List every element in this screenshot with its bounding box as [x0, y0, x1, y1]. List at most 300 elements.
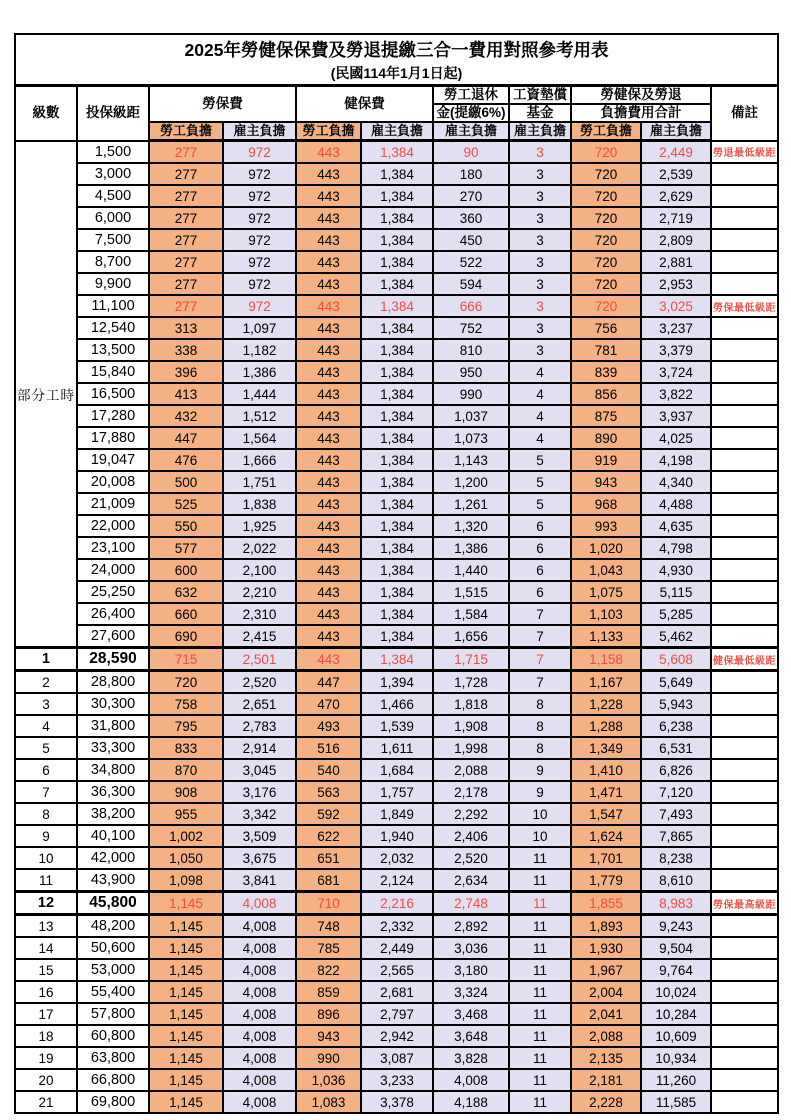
cell-bracket: 34,800	[77, 759, 149, 781]
cell-health-ins-employee: 443	[296, 625, 361, 648]
cell-labor-ins-employer: 2,651	[223, 693, 296, 715]
cell-total-employer: 2,449	[641, 141, 711, 164]
col-header-labor-insurance: 勞保費	[149, 86, 296, 123]
cell-total-employee: 943	[571, 471, 641, 493]
cell-total-employee: 856	[571, 383, 641, 405]
cell-health-ins-employee: 443	[296, 229, 361, 251]
subheader-total-employee: 勞工負擔	[571, 122, 641, 141]
cell-pension-employer: 2,406	[433, 825, 509, 847]
cell-level: 14	[15, 937, 77, 959]
cell-total-employer: 3,237	[641, 317, 711, 339]
cell-total-employer: 10,284	[641, 1003, 711, 1025]
cell-total-employer: 4,635	[641, 515, 711, 537]
cell-remark	[711, 581, 778, 603]
cell-wage-fund-employer: 10	[509, 803, 571, 825]
title-row	[15, 34, 778, 86]
cell-bracket: 13,500	[77, 339, 149, 361]
cell-total-employee: 720	[571, 229, 641, 251]
cell-remark	[711, 915, 778, 938]
cell-level: 4	[15, 715, 77, 737]
cell-bracket: 42,000	[77, 847, 149, 869]
cell-total-employee: 1,471	[571, 781, 641, 803]
cell-health-ins-employee: 622	[296, 825, 361, 847]
cell-wage-fund-employer: 8	[509, 737, 571, 759]
cell-health-ins-employer: 2,797	[361, 1003, 433, 1025]
cell-health-ins-employer: 1,384	[361, 471, 433, 493]
cell-labor-ins-employer: 1,386	[223, 361, 296, 383]
cell-total-employer: 6,238	[641, 715, 711, 737]
cell-total-employee: 1,547	[571, 803, 641, 825]
cell-pension-employer: 3,828	[433, 1047, 509, 1069]
cell-labor-ins-employee: 1,002	[149, 825, 223, 847]
cell-total-employer: 4,198	[641, 449, 711, 471]
cell-pension-employer: 1,715	[433, 648, 509, 671]
cell-pension-employer: 1,320	[433, 515, 509, 537]
cell-health-ins-employer: 1,394	[361, 671, 433, 694]
cell-wage-fund-employer: 3	[509, 339, 571, 361]
cell-total-employee: 1,020	[571, 537, 641, 559]
cell-pension-employer: 1,515	[433, 581, 509, 603]
table-row	[15, 493, 778, 515]
cell-pension-employer: 522	[433, 251, 509, 273]
cell-health-ins-employer: 2,216	[361, 892, 433, 915]
cell-health-ins-employer: 1,384	[361, 493, 433, 515]
cell-total-employer: 2,953	[641, 273, 711, 295]
cell-labor-ins-employee: 277	[149, 141, 223, 164]
cell-total-employee: 2,088	[571, 1025, 641, 1047]
cell-total-employer: 2,881	[641, 251, 711, 273]
cell-total-employee: 2,041	[571, 1003, 641, 1025]
table-row	[15, 648, 778, 671]
cell-labor-ins-employee: 870	[149, 759, 223, 781]
cell-labor-ins-employee: 720	[149, 671, 223, 694]
cell-health-ins-employee: 710	[296, 892, 361, 915]
cell-labor-ins-employer: 2,100	[223, 559, 296, 581]
cell-total-employer: 8,238	[641, 847, 711, 869]
cell-total-employer: 2,629	[641, 185, 711, 207]
cell-wage-fund-employer: 11	[509, 869, 571, 892]
table-row	[15, 715, 778, 737]
cell-wage-fund-employer: 11	[509, 915, 571, 938]
cell-labor-ins-employer: 4,008	[223, 915, 296, 938]
cell-labor-ins-employer: 4,008	[223, 1025, 296, 1047]
cell-wage-fund-employer: 3	[509, 317, 571, 339]
cell-health-ins-employee: 443	[296, 515, 361, 537]
table-row	[15, 847, 778, 869]
table-row	[15, 1091, 778, 1113]
cell-total-employee: 1,967	[571, 959, 641, 981]
cell-bracket: 31,800	[77, 715, 149, 737]
cell-labor-ins-employee: 277	[149, 273, 223, 295]
cell-total-employer: 4,930	[641, 559, 711, 581]
cell-health-ins-employer: 1,849	[361, 803, 433, 825]
cell-remark	[711, 229, 778, 251]
cell-labor-ins-employer: 972	[223, 185, 296, 207]
cell-health-ins-employer: 1,384	[361, 361, 433, 383]
cell-bracket: 36,300	[77, 781, 149, 803]
cell-labor-ins-employer: 972	[223, 251, 296, 273]
cell-total-employee: 890	[571, 427, 641, 449]
cell-pension-employer: 1,386	[433, 537, 509, 559]
cell-total-employee: 1,410	[571, 759, 641, 781]
cell-health-ins-employer: 1,384	[361, 449, 433, 471]
cell-level: 2	[15, 671, 77, 694]
cell-labor-ins-employer: 4,008	[223, 1091, 296, 1113]
cell-total-employer: 5,649	[641, 671, 711, 694]
cell-pension-employer: 1,073	[433, 427, 509, 449]
cell-health-ins-employee: 990	[296, 1047, 361, 1069]
cell-wage-fund-employer: 3	[509, 163, 571, 185]
cell-pension-employer: 1,656	[433, 625, 509, 648]
cell-health-ins-employee: 563	[296, 781, 361, 803]
cell-labor-ins-employee: 1,145	[149, 1047, 223, 1069]
cell-pension-employer: 180	[433, 163, 509, 185]
cell-labor-ins-employee: 338	[149, 339, 223, 361]
table-row	[15, 273, 778, 295]
table-row	[15, 295, 778, 317]
cell-health-ins-employee: 443	[296, 537, 361, 559]
table-row	[15, 781, 778, 803]
cell-level: 21	[15, 1091, 77, 1113]
cell-health-ins-employee: 443	[296, 251, 361, 273]
cell-bracket: 9,900	[77, 273, 149, 295]
table-row	[15, 1069, 778, 1091]
table-row	[15, 937, 778, 959]
cell-pension-employer: 1,143	[433, 449, 509, 471]
cell-labor-ins-employee: 277	[149, 295, 223, 317]
cell-health-ins-employee: 1,036	[296, 1069, 361, 1091]
cell-total-employer: 10,609	[641, 1025, 711, 1047]
part-time-merged-cell: 部分工時	[15, 141, 77, 648]
cell-labor-ins-employer: 1,097	[223, 317, 296, 339]
cell-total-employer: 9,504	[641, 937, 711, 959]
table-row	[15, 603, 778, 625]
cell-wage-fund-employer: 11	[509, 937, 571, 959]
cell-remark	[711, 1047, 778, 1069]
cell-total-employee: 1,624	[571, 825, 641, 847]
cell-wage-fund-employer: 5	[509, 449, 571, 471]
table-row	[15, 427, 778, 449]
cell-labor-ins-employer: 3,675	[223, 847, 296, 869]
cell-total-employee: 2,135	[571, 1047, 641, 1069]
table-row	[15, 361, 778, 383]
cell-labor-ins-employee: 447	[149, 427, 223, 449]
cell-total-employer: 4,340	[641, 471, 711, 493]
cell-labor-ins-employer: 1,444	[223, 383, 296, 405]
cell-health-ins-employer: 2,942	[361, 1025, 433, 1047]
cell-wage-fund-employer: 3	[509, 229, 571, 251]
cell-labor-ins-employee: 432	[149, 405, 223, 427]
cell-bracket: 15,840	[77, 361, 149, 383]
subheader-li-employee: 勞工負擔	[149, 122, 223, 141]
cell-bracket: 16,500	[77, 383, 149, 405]
cell-labor-ins-employer: 972	[223, 229, 296, 251]
cell-health-ins-employer: 1,384	[361, 383, 433, 405]
cell-health-ins-employee: 443	[296, 603, 361, 625]
cell-total-employer: 3,379	[641, 339, 711, 361]
cell-pension-employer: 2,748	[433, 892, 509, 915]
cell-total-employee: 756	[571, 317, 641, 339]
cell-bracket: 7,500	[77, 229, 149, 251]
cell-labor-ins-employer: 1,838	[223, 493, 296, 515]
cell-labor-ins-employee: 1,050	[149, 847, 223, 869]
cell-labor-ins-employer: 4,008	[223, 981, 296, 1003]
subheader-hi-employee: 勞工負擔	[296, 122, 361, 141]
cell-wage-fund-employer: 9	[509, 759, 571, 781]
cell-total-employee: 875	[571, 405, 641, 427]
cell-wage-fund-employer: 3	[509, 185, 571, 207]
cell-pension-employer: 270	[433, 185, 509, 207]
cell-total-employee: 1,075	[571, 581, 641, 603]
cell-labor-ins-employee: 1,145	[149, 1091, 223, 1113]
cell-total-employee: 1,158	[571, 648, 641, 671]
cell-remark	[711, 781, 778, 803]
cell-total-employer: 10,934	[641, 1047, 711, 1069]
cell-total-employer: 3,822	[641, 383, 711, 405]
table-title-block	[15, 34, 778, 86]
cell-remark	[711, 537, 778, 559]
cell-pension-employer: 3,468	[433, 1003, 509, 1025]
cell-health-ins-employee: 651	[296, 847, 361, 869]
cell-remark	[711, 869, 778, 892]
cell-total-employee: 720	[571, 273, 641, 295]
cell-level: 15	[15, 959, 77, 981]
cell-health-ins-employer: 1,539	[361, 715, 433, 737]
cell-total-employee: 781	[571, 339, 641, 361]
table-row	[15, 229, 778, 251]
cell-labor-ins-employer: 2,501	[223, 648, 296, 671]
reference-table-sheet	[14, 33, 779, 1114]
cell-labor-ins-employer: 2,210	[223, 581, 296, 603]
cell-wage-fund-employer: 7	[509, 671, 571, 694]
cell-bracket: 12,540	[77, 317, 149, 339]
cell-labor-ins-employer: 972	[223, 295, 296, 317]
cell-health-ins-employee: 443	[296, 207, 361, 229]
cell-pension-employer: 2,892	[433, 915, 509, 938]
cell-total-employer: 8,610	[641, 869, 711, 892]
cell-bracket: 25,250	[77, 581, 149, 603]
cell-health-ins-employee: 896	[296, 1003, 361, 1025]
cell-pension-employer: 1,908	[433, 715, 509, 737]
cell-remark	[711, 405, 778, 427]
cell-health-ins-employer: 1,384	[361, 405, 433, 427]
cell-bracket: 60,800	[77, 1025, 149, 1047]
cell-health-ins-employer: 1,611	[361, 737, 433, 759]
cell-total-employer: 5,285	[641, 603, 711, 625]
cell-health-ins-employee: 470	[296, 693, 361, 715]
cell-labor-ins-employer: 972	[223, 141, 296, 164]
cell-total-employer: 11,585	[641, 1091, 711, 1113]
cell-pension-employer: 450	[433, 229, 509, 251]
cell-health-ins-employee: 443	[296, 493, 361, 515]
cell-pension-employer: 1,998	[433, 737, 509, 759]
table-row	[15, 825, 778, 847]
cell-remark	[711, 427, 778, 449]
cell-remark: 勞保最高級距	[711, 892, 778, 915]
cell-labor-ins-employer: 1,182	[223, 339, 296, 361]
subheader-li-employer: 雇主負擔	[223, 122, 296, 141]
cell-wage-fund-employer: 4	[509, 427, 571, 449]
cell-remark	[711, 471, 778, 493]
cell-pension-employer: 4,008	[433, 1069, 509, 1091]
cell-pension-employer: 2,178	[433, 781, 509, 803]
cell-pension-employer: 3,036	[433, 937, 509, 959]
table-row	[15, 515, 778, 537]
cell-wage-fund-employer: 10	[509, 825, 571, 847]
cell-total-employer: 11,260	[641, 1069, 711, 1091]
cell-remark	[711, 515, 778, 537]
cell-labor-ins-employee: 1,145	[149, 959, 223, 981]
cell-remark	[711, 759, 778, 781]
cell-bracket: 8,700	[77, 251, 149, 273]
table-row	[15, 405, 778, 427]
cell-pension-employer: 1,818	[433, 693, 509, 715]
cell-total-employer: 4,798	[641, 537, 711, 559]
cell-total-employer: 5,115	[641, 581, 711, 603]
cell-health-ins-employee: 443	[296, 383, 361, 405]
cell-health-ins-employer: 3,233	[361, 1069, 433, 1091]
cell-labor-ins-employer: 3,841	[223, 869, 296, 892]
cell-total-employer: 3,937	[641, 405, 711, 427]
col-header-level: 級數	[15, 86, 77, 141]
cell-level: 12	[15, 892, 77, 915]
cell-total-employee: 1,855	[571, 892, 641, 915]
cell-labor-ins-employee: 955	[149, 803, 223, 825]
cell-remark	[711, 1025, 778, 1047]
cell-remark	[711, 185, 778, 207]
table-row	[15, 581, 778, 603]
cell-pension-employer: 1,261	[433, 493, 509, 515]
cell-remark	[711, 737, 778, 759]
cell-health-ins-employee: 859	[296, 981, 361, 1003]
cell-health-ins-employer: 1,384	[361, 251, 433, 273]
cell-wage-fund-employer: 3	[509, 295, 571, 317]
cell-remark	[711, 449, 778, 471]
cell-labor-ins-employee: 277	[149, 251, 223, 273]
cell-total-employee: 1,133	[571, 625, 641, 648]
table-row	[15, 1025, 778, 1047]
cell-labor-ins-employee: 1,145	[149, 1025, 223, 1047]
cell-health-ins-employee: 748	[296, 915, 361, 938]
cell-total-employee: 720	[571, 251, 641, 273]
cell-wage-fund-employer: 6	[509, 559, 571, 581]
cell-wage-fund-employer: 3	[509, 273, 571, 295]
cell-wage-fund-employer: 11	[509, 1091, 571, 1113]
cell-bracket: 3,000	[77, 163, 149, 185]
table-row	[15, 383, 778, 405]
cell-bracket: 17,880	[77, 427, 149, 449]
cell-bracket: 27,600	[77, 625, 149, 648]
cell-pension-employer: 2,634	[433, 869, 509, 892]
cell-bracket: 1,500	[77, 141, 149, 164]
table-row	[15, 207, 778, 229]
cell-health-ins-employer: 1,384	[361, 295, 433, 317]
cell-pension-employer: 2,292	[433, 803, 509, 825]
cell-total-employee: 993	[571, 515, 641, 537]
cell-labor-ins-employee: 550	[149, 515, 223, 537]
cell-bracket: 20,008	[77, 471, 149, 493]
cell-health-ins-employer: 1,384	[361, 185, 433, 207]
cell-total-employer: 7,865	[641, 825, 711, 847]
cell-level: 6	[15, 759, 77, 781]
cell-health-ins-employee: 443	[296, 648, 361, 671]
cell-labor-ins-employee: 908	[149, 781, 223, 803]
cell-labor-ins-employer: 3,342	[223, 803, 296, 825]
cell-health-ins-employer: 2,124	[361, 869, 433, 892]
cell-labor-ins-employer: 4,008	[223, 1069, 296, 1091]
table-row	[15, 185, 778, 207]
table-row	[15, 693, 778, 715]
cell-total-employee: 720	[571, 185, 641, 207]
cell-bracket: 45,800	[77, 892, 149, 915]
cell-pension-employer: 4,188	[433, 1091, 509, 1113]
cell-remark	[711, 1003, 778, 1025]
cell-labor-ins-employer: 1,666	[223, 449, 296, 471]
cell-remark	[711, 251, 778, 273]
cell-labor-ins-employee: 632	[149, 581, 223, 603]
table-row	[15, 339, 778, 361]
cell-labor-ins-employer: 1,751	[223, 471, 296, 493]
cell-wage-fund-employer: 8	[509, 693, 571, 715]
cell-bracket: 24,000	[77, 559, 149, 581]
cell-labor-ins-employee: 1,145	[149, 937, 223, 959]
cell-labor-ins-employee: 277	[149, 185, 223, 207]
cell-labor-ins-employee: 1,145	[149, 1003, 223, 1025]
cell-wage-fund-employer: 11	[509, 1003, 571, 1025]
cell-wage-fund-employer: 3	[509, 251, 571, 273]
cell-health-ins-employer: 1,384	[361, 229, 433, 251]
cell-wage-fund-employer: 9	[509, 781, 571, 803]
cell-total-employee: 1,167	[571, 671, 641, 694]
cell-total-employer: 5,608	[641, 648, 711, 671]
cell-wage-fund-employer: 11	[509, 892, 571, 915]
cell-health-ins-employee: 822	[296, 959, 361, 981]
cell-remark	[711, 693, 778, 715]
cell-health-ins-employee: 1,083	[296, 1091, 361, 1113]
cell-remark	[711, 959, 778, 981]
cell-health-ins-employer: 1,384	[361, 427, 433, 449]
cell-total-employer: 5,943	[641, 693, 711, 715]
cell-health-ins-employee: 443	[296, 339, 361, 361]
cell-health-ins-employer: 2,565	[361, 959, 433, 981]
cell-wage-fund-employer: 4	[509, 405, 571, 427]
cell-total-employee: 1,043	[571, 559, 641, 581]
page-subtitle: (民國114年1月1日起)	[330, 64, 463, 81]
cell-remark	[711, 715, 778, 737]
cell-total-employer: 2,809	[641, 229, 711, 251]
cell-bracket: 23,100	[77, 537, 149, 559]
cell-labor-ins-employer: 3,509	[223, 825, 296, 847]
cell-total-employer: 2,539	[641, 163, 711, 185]
cell-total-employee: 720	[571, 163, 641, 185]
cell-bracket: 48,200	[77, 915, 149, 938]
cell-remark	[711, 317, 778, 339]
cell-bracket: 19,047	[77, 449, 149, 471]
cell-health-ins-employee: 540	[296, 759, 361, 781]
cell-total-employer: 7,120	[641, 781, 711, 803]
cell-health-ins-employee: 516	[296, 737, 361, 759]
col-header-remark: 備註	[711, 86, 778, 141]
cell-bracket: 17,280	[77, 405, 149, 427]
table-row	[15, 317, 778, 339]
cell-health-ins-employee: 443	[296, 295, 361, 317]
cell-health-ins-employee: 443	[296, 273, 361, 295]
cell-bracket: 30,300	[77, 693, 149, 715]
cell-total-employer: 10,024	[641, 981, 711, 1003]
cell-health-ins-employer: 2,449	[361, 937, 433, 959]
cell-total-employee: 2,181	[571, 1069, 641, 1091]
cell-remark	[711, 803, 778, 825]
